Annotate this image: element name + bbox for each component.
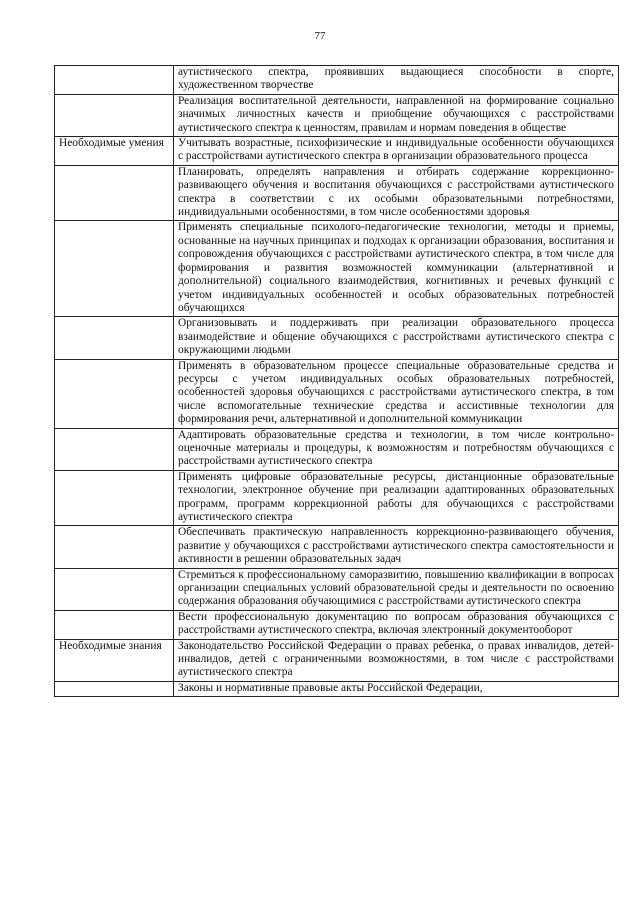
row-text: Стремиться к профессиональному саморазвитию, повышению квалификации в вопросах организации специальных условий образовательной среды и деятельности по освоению содержания образования обучающимися с расстройствами аутистического спектра <box>174 568 619 610</box>
row-label <box>55 470 174 526</box>
row-text: Применять специальные психолого-педагогические технологии, методы и приемы, основанные на научных принципах и подходах к организации образования, воспитания и сопровождения обучающихся с расстройствами аутистического спектра, в том числе для формирования и развития возможностей коммуникации (альтернативной и дополнительной) социального взаимодействия, когнитивных и речевых функций с учетом индивидуальных особенностей и особых образовательных потребностей обучающихся <box>174 221 619 317</box>
row-label <box>55 359 174 428</box>
row-text: Организовывать и поддерживать при реализации образовательного процесса взаимодействие и общение обучающихся с расстройствами аутистического спектра с окружающими людьми <box>174 317 619 359</box>
table-row <box>55 137 619 166</box>
row-text: Адаптировать образовательные средства и технологии, в том числе контрольно-оценочные материалы и процедуры, к возможностям и потребностям обучающихся с расстройствами аутистического спектра <box>174 428 619 470</box>
page-number: 77 <box>314 30 326 42</box>
row-label <box>55 165 174 221</box>
row-label <box>55 317 174 359</box>
table-row <box>55 317 619 359</box>
table-row <box>55 526 619 568</box>
table-row <box>55 221 619 317</box>
table-row <box>55 610 619 639</box>
row-text: Законы и нормативные правовые акты Российской Федерации, <box>174 681 619 696</box>
row-text: Законодательство Российской Федерации о правах ребенка, о правах инвалидов, детей-инвалидов, детей с ограниченными возможностями, в том числе с расстройствами аутистического спектра <box>174 639 619 681</box>
row-text: Применять цифровые образовательные ресурсы, дистанционные образовательные технологии, электронное обучение при реализации адаптированных образовательных программ, программ коррекционной работы для обучающихся с расстройствами аутистического спектра <box>174 470 619 526</box>
row-label <box>55 610 174 639</box>
table-row <box>55 428 619 470</box>
row-text: Реализация воспитательной деятельности, направленной на формирование социально значимых личностных качеств и приобщение обучающихся с расстройствами аутистического спектра к ценностям, правилам и нормам поведения в обществе <box>174 94 619 136</box>
table-row <box>55 568 619 610</box>
row-label-knowledge: Необходимые знания <box>55 639 174 681</box>
row-label-skills: Необходимые умения <box>55 137 174 166</box>
row-text: Планировать, определять направления и отбирать содержание коррекционно-развивающего обучения и воспитания обучающихся с расстройствами аутистического спектра в соответствии с их особыми образовательными потребностями, индивидуальными особенностями, в том числе особенностями здоровья <box>174 165 619 221</box>
row-text: Вести профессиональную документацию по вопросам образования обучающихся с расстройствами аутистического спектра, включая электронный документооборот <box>174 610 619 639</box>
row-text: Применять в образовательном процессе специальные образовательные средства и ресурсы с учетом индивидуальных особых образовательных потребностей, особенностей здоровья обучающихся с расстройствами аутистического спектра, в том числе вспомогательные технические средства и ассистивные технологии для формирования речи, альтернативной и дополнительной коммуникации <box>174 359 619 428</box>
row-text: Учитывать возрастные, психофизические и индивидуальные особенности обучающихся с расстройствами аутистического спектра в организации образовательного процесса <box>174 137 619 166</box>
table-row <box>55 165 619 221</box>
table-row <box>55 359 619 428</box>
table-row <box>55 681 619 696</box>
row-label <box>55 428 174 470</box>
row-text: Обеспечивать практическую направленность коррекционно-развивающего обучения, развитие у обучающихся с расстройствами аутистического спектра самостоятельности и активности в решении образовательных задач <box>174 526 619 568</box>
row-label <box>55 221 174 317</box>
table-row <box>55 66 619 95</box>
table-row <box>55 470 619 526</box>
row-label <box>55 681 174 696</box>
row-text: аутистического спектра, проявивших выдающиеся способности в спорте, художественном творчестве <box>174 66 619 95</box>
row-label <box>55 94 174 136</box>
row-label <box>55 526 174 568</box>
row-label <box>55 568 174 610</box>
requirements-table <box>54 65 619 697</box>
table-row <box>55 639 619 681</box>
row-label <box>55 66 174 95</box>
table-row <box>55 94 619 136</box>
